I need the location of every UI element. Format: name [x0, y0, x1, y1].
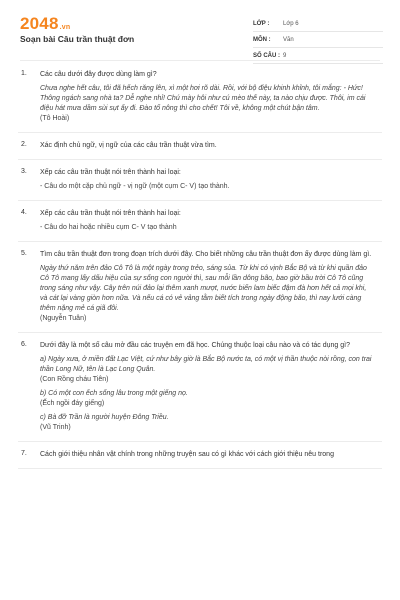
page-header	[0, 0, 400, 62]
lesson-meta	[253, 16, 383, 64]
question-number: 5.	[21, 250, 27, 257]
quote-source: (Con Rồng cháu Tiên)	[40, 376, 109, 383]
question-number: 2.	[21, 141, 27, 148]
question-text: Xếp các câu trần thuật nói trên thành hai loại:	[40, 210, 181, 217]
question-text: Xếp các câu trần thuật nói trên thành hai loại:	[40, 169, 181, 176]
meta-value: 9	[283, 52, 287, 59]
quote-source: (Tô Hoài)	[40, 115, 70, 122]
quote-source: (Vũ Trinh)	[40, 424, 71, 431]
logo-text: 2048	[20, 14, 59, 33]
meta-row-grade	[253, 16, 383, 32]
question-text: Cách giới thiệu nhân vật chính trong những truyện sau có gì khác với cách giới thiệu nêu trong	[40, 451, 334, 458]
quote-source: (Nguyễn Tuân)	[40, 315, 87, 322]
question-text: Tìm câu trần thuật đơn trong đoạn trích dưới đây. Cho biết những câu trần thuật đơn ấy được dùng làm gì.	[40, 251, 372, 258]
question-number: 1.	[21, 70, 27, 77]
question-list	[0, 62, 400, 469]
quote-source: (Ếch ngồi đáy giếng)	[40, 400, 105, 407]
question-text: Xác định chủ ngữ, vị ngữ của các câu trần thuật vừa tìm.	[40, 142, 217, 149]
question-number: 4.	[21, 209, 27, 216]
question-item	[18, 333, 382, 442]
question-number: 3.	[21, 168, 27, 175]
question-quote: c) Bà đỡ Trần là người huyện Đông Triều.	[40, 414, 169, 421]
question-sub-item: - Câu do hai hoặc nhiều cụm C- V tạo thành	[40, 224, 177, 231]
header-divider	[20, 60, 380, 61]
logo-tld: .vn	[59, 24, 71, 31]
question-number: 6.	[21, 341, 27, 348]
question-quote: Chưa nghe hết câu, tôi đã hếch răng lên, xì một hơi rõ dài. Rồi, với bộ điệu khinh khỉnh, tôi mắng: - Hức! Thông ngách sang nhà ta? Dễ nghe nhỉ! Chú mày hôi như cú mèo thế này, ta nào chịu được. Thôi, im cái điệu hát mưa dầm sùi sụt ấy đi. Đào tổ nông thì cho chết! Tôi về, không một chút bận tâm.	[40, 85, 366, 112]
question-item	[18, 442, 382, 469]
question-quote: a) Ngày xưa, ở miền đất Lạc Việt, cứ như bây giờ là Bắc Bộ nước ta, có một vị thần thuộc nòi rồng, con trai thần Long Nữ, tên là Lạc Long Quân.	[40, 356, 372, 373]
question-text: Dưới đây là một số câu mở đầu các truyện em đã học. Chúng thuộc loại câu nào và có tác dụng gì?	[40, 342, 350, 349]
question-item	[18, 160, 382, 201]
question-item	[18, 242, 382, 333]
meta-key: MÔN :	[253, 36, 271, 43]
meta-key: LỚP :	[253, 20, 270, 27]
question-item	[18, 133, 382, 160]
page-title: Soạn bài Câu trần thuật đơn	[20, 34, 135, 44]
question-quote: b) Có một con ếch sống lâu trong một giếng nọ.	[40, 390, 188, 397]
question-sub-item: - Câu do một cặp chủ ngữ - vị ngữ (một cụm C- V) tạo thành.	[40, 183, 230, 190]
question-item	[18, 62, 382, 133]
meta-value: Lớp 6	[283, 20, 299, 27]
meta-value: Văn	[283, 36, 294, 43]
question-quote: Ngày thứ năm trên đảo Cô Tô là một ngày trong trẻo, sáng sủa. Từ khi có vịnh Bắc Bộ và từ khi quần đảo Cô Tô mang lấy dấu hiệu của sự sống con người thì, sau mỗi lần dông bão, bao giờ bầu trời Cô Tô cũng trong sáng như vậy. Cây trên núi đảo lại thêm xanh mượt, nước biển lam biếc đậm đà hơn hết cả mọi khi, và cát lại vàng giòn hơn nữa. Và nếu cá có vẻ vảng tằm biết tích trong ngày động bão, thì nay lưới càng thêm nặng mẻ cá giã đôi.	[40, 265, 367, 312]
question-number: 7.	[21, 450, 27, 457]
site-logo[interactable]	[20, 14, 70, 34]
meta-key: SỐ CÂU :	[253, 52, 280, 59]
question-item	[18, 201, 382, 242]
meta-row-subject	[253, 32, 383, 48]
question-text: Các câu dưới đây được dùng làm gì?	[40, 71, 157, 78]
